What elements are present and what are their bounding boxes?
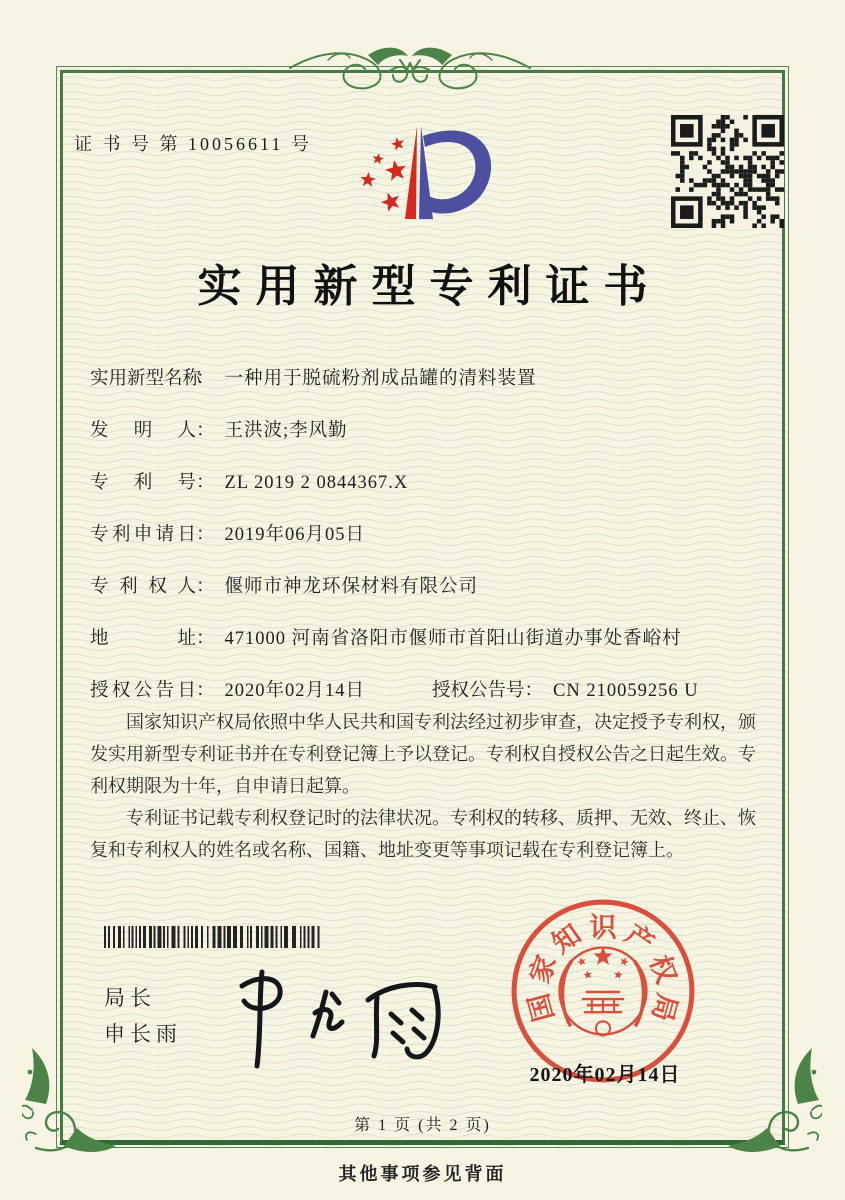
field-colon: ：	[196, 629, 215, 649]
field-value: 偃师市神龙环保材料有限公司	[224, 577, 479, 597]
logo-stars-icon	[361, 137, 406, 211]
director-name: 申长雨	[104, 1022, 182, 1046]
svg-text:产: 产	[619, 918, 660, 960]
field-colon: ：	[196, 525, 215, 545]
field-colon: ：	[196, 473, 215, 493]
grant-date-label: 授权公告日	[90, 681, 196, 701]
field-colon: ：	[524, 681, 544, 701]
svg-text:知: 知	[546, 918, 587, 960]
corner-flourish-right	[724, 1038, 822, 1160]
field-value: 2019年06月05日	[224, 525, 366, 545]
field-label: 实用新型名称	[90, 369, 202, 389]
field-value: 一种用于脱硫粉剂成品罐的清料装置	[224, 369, 537, 389]
certificate-title: 实用新型专利证书	[197, 262, 662, 311]
svg-text:家: 家	[524, 951, 563, 988]
director-signature	[228, 956, 466, 1074]
field-row-patentee	[90, 572, 478, 598]
barcode	[104, 926, 320, 948]
svg-text:权: 权	[643, 951, 682, 988]
svg-text:识: 识	[589, 912, 617, 943]
qr-code	[671, 115, 784, 228]
svg-text:局: 局	[646, 990, 683, 1025]
field-row-inventor	[90, 416, 348, 442]
certificate-number: 证 书 号 第 10056611 号	[74, 134, 312, 154]
field-value: ZL 2019 2 0844367.X	[224, 473, 409, 493]
field-label: 地址	[90, 629, 196, 649]
legal-paragraph-1: 国家知识产权局依照中华人民共和国专利法经过初步审查，决定授予专利权，颁发实用新型专利证书并在专利登记簿上予以登记。专利权自授权公告之日起生效。专利权期限为十年，自申请日起算。	[90, 712, 756, 796]
svg-text:国: 国	[523, 990, 560, 1025]
field-value: 王洪波;李风勤	[224, 421, 348, 441]
field-colon: ：	[196, 577, 215, 597]
field-colon: ：	[196, 681, 215, 701]
field-row-name	[90, 364, 537, 390]
logo-p-bowl	[423, 131, 491, 214]
field-label: 专利申请日	[90, 525, 196, 545]
grant-number-pair	[432, 676, 699, 702]
field-label: 专利号	[90, 473, 196, 493]
page-indicator: 第 1 页 (共 2 页)	[354, 1117, 491, 1134]
top-scroll-ornament	[288, 40, 532, 98]
legal-paragraph-2: 专利证书记载专利权登记时的法律状况。专利权的转移、质押、无效、终止、恢复和专利权人的姓名或名称、国籍、地址变更等事项记载在专利登记簿上。	[90, 808, 756, 860]
national-emblem-icon	[560, 947, 647, 1036]
field-colon: ：	[196, 369, 215, 389]
field-row-patent-number	[90, 468, 408, 494]
field-label: 专利权人	[90, 577, 196, 597]
director-title: 局长	[104, 986, 156, 1010]
seal-date: 2020年02月14日	[529, 1064, 681, 1086]
field-colon: ：	[196, 421, 215, 441]
field-row-address	[90, 624, 682, 650]
grant-number-value: CN 210059256 U	[553, 681, 699, 701]
legal-text-block	[90, 706, 756, 866]
cnipa-logo	[330, 114, 512, 232]
logo-red-stripe	[405, 126, 417, 219]
field-row-filing-date	[90, 520, 365, 546]
back-note: 其他事项参见背面	[338, 1164, 507, 1184]
field-label: 发明人	[90, 421, 196, 441]
field-value: 471000 河南省洛阳市偃师市首阳山街道办事处香峪村	[224, 629, 682, 649]
grant-date-value: 2020年02月14日	[224, 681, 366, 701]
corner-flourish-left	[22, 1038, 120, 1160]
grant-number-label: 授权公告号	[432, 681, 525, 701]
field-row-grant	[90, 676, 699, 702]
